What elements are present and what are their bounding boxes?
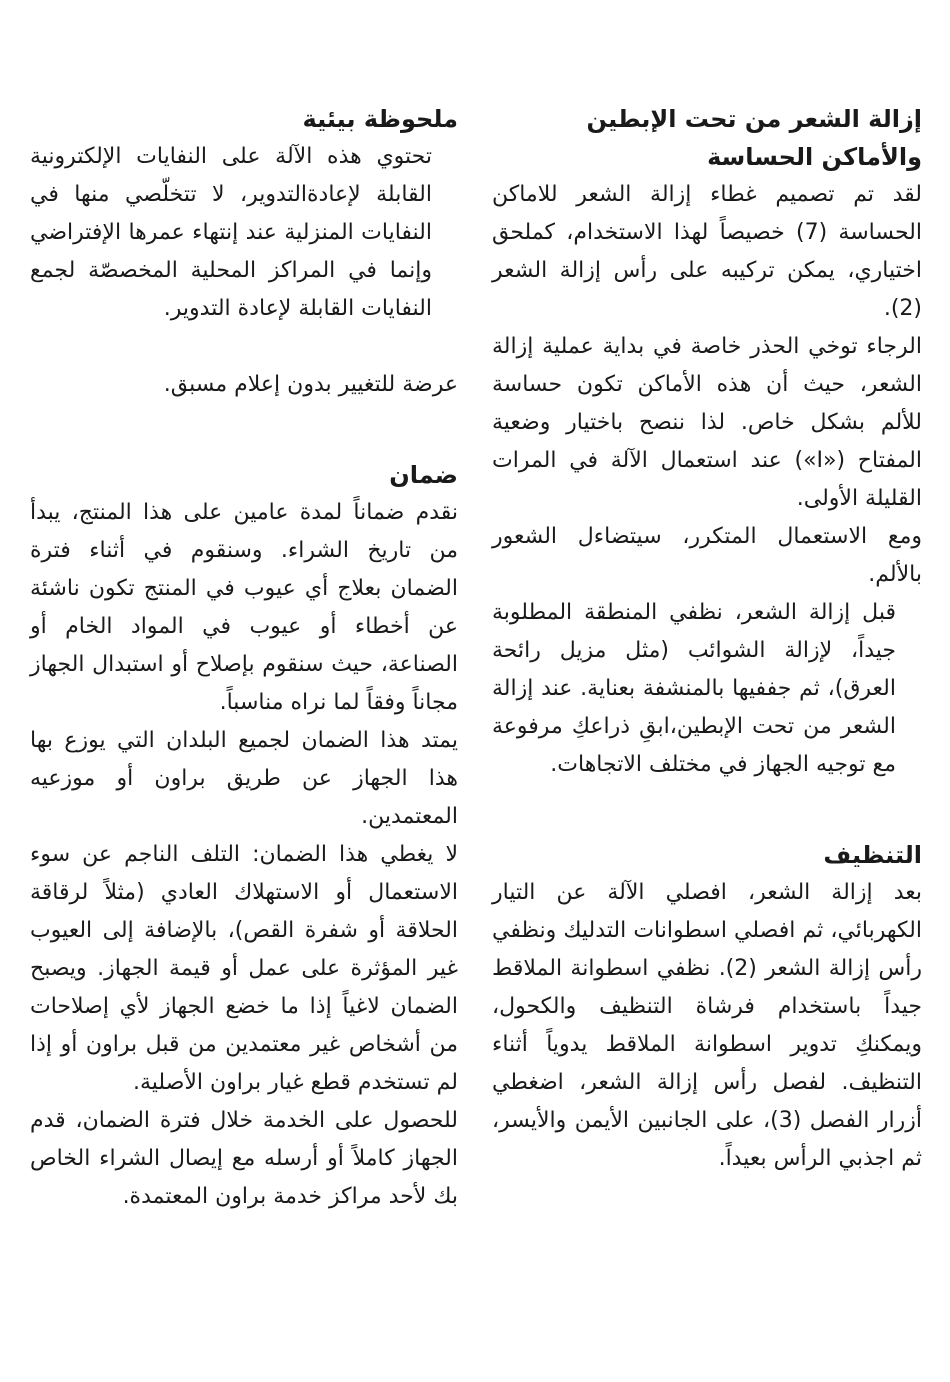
environment-note-heading: ملحوظة بيئية <box>302 105 458 133</box>
preparation-paragraph: قبل إزالة الشعر، نظفي المنطقة المطلوبة جيداً، لإزالة الشوائب (مثل مزيل رائحة العرق)، ثم جففيها بالمنشفة بعناية. عند إزالة الشعر من تحت الإبطين،ابقِ ذراعكِ مرفوعة مع توجيه الجهاز في مختلف الاتجاهات. <box>492 600 896 777</box>
warranty-paragraph-2: يمتد هذا الضمان لجميع البلدان التي يوزع بها هذا الجهاز عن طريق براون أو موزعيه المعتمدين. <box>30 728 458 829</box>
left-column <box>30 100 458 1216</box>
warranty-paragraph-3: لا يغطي هذا الضمان: التلف الناجم عن سوء الاستعمال أو الاستهلاك العادي (مثلاً لرقاقة الحلاقة أو شفرة القص)، بالإضافة إلى العيوب غير المؤثرة على عمل أو قيمة الجهاز. ويصبح الضمان لاغياً إذا ما خضع الجهاز لأي إصلاحات من أشخاص غير معتمدين من قبل براون أو إذا لم تستخدم قطع غيار براون الأصلية. <box>30 842 458 1095</box>
change-notice: عرضة للتغيير بدون إعلام مسبق. <box>163 372 458 397</box>
caution-paragraph: الرجاء توخي الحذر خاصة في بداية عملية إزالة الشعر، حيث أن هذه الأماكن تكون حساسة للألم بشكل خاص. لذا ننصح باختيار وضعية المفتاح («I») عند استعمال الآلة في المرات القليلة الأولى. <box>492 334 922 511</box>
hair-removal-sensitive-areas-heading: إزالة الشعر من تحت الإبطين والأماكن الحساسة <box>586 105 922 171</box>
pain-reduction-paragraph: ومع الاستعمال المتكرر، سيتضاءل الشعور بالألم. <box>492 524 922 587</box>
cleaning-heading: التنظيف <box>823 841 922 869</box>
warranty-paragraph-4: للحصول على الخدمة خلال فترة الضمان، قدم الجهاز كاملاً أو أرسله مع إيصال الشراء الخاص بك لأحد مراكز خدمة براون المعتمدة. <box>30 1108 458 1209</box>
environment-note-paragraph: تحتوي هذه الآلة على النفايات الإلكترونية القابلة لإعادةالتدوير، لا تتخلّصي منها في النفايات المنزلية عند إنتهاء عمرها الإفتراضي وإنما في المراكز المحلية المخصصّة لجمع النفايات القابلة لإعادة التدوير. <box>30 144 432 321</box>
warranty-heading: ضمان <box>389 461 458 489</box>
warranty-paragraph-1: نقدم ضماناً لمدة عامين على هذا المنتج، يبدأ من تاريخ الشراء. وسنقوم في أثناء فترة الضمان بعلاج أي عيوب في المنتج تكون ناشئة عن أخطاء أو عيوب في المواد الخام أو الصناعة، حيث سنقوم بإصلاح أو استبدال الجهاز مجاناً وفقاً لما نراه مناسباً. <box>30 500 458 715</box>
hair-removal-cap-paragraph: لقد تم تصميم غطاء إزالة الشعر للاماكن الحساسة (7) خصيصاً لهذا الاستخدام، كملحق اختياري، يمكن تركيبه على رأس إزالة الشعر (2). <box>492 182 922 321</box>
right-column <box>492 100 922 1178</box>
cleaning-paragraph: بعد إزالة الشعر، افصلي الآلة عن التيار الكهربائي، ثم افصلي اسطوانات التدليك ونظفي رأس إزالة الشعر (2). نظفي اسطوانة الملاقط جيداً باستخدام فرشاة التنظيف والكحول، ويمكنكِ تدوير اسطوانة الملاقط يدوياً أثناء التنظيف. لفصل رأس إزالة الشعر، اضغطي أزرار الفصل (3)، على الجانبين الأيمن والأيسر، ثم اجذبي الرأس بعيداً. <box>492 880 922 1171</box>
